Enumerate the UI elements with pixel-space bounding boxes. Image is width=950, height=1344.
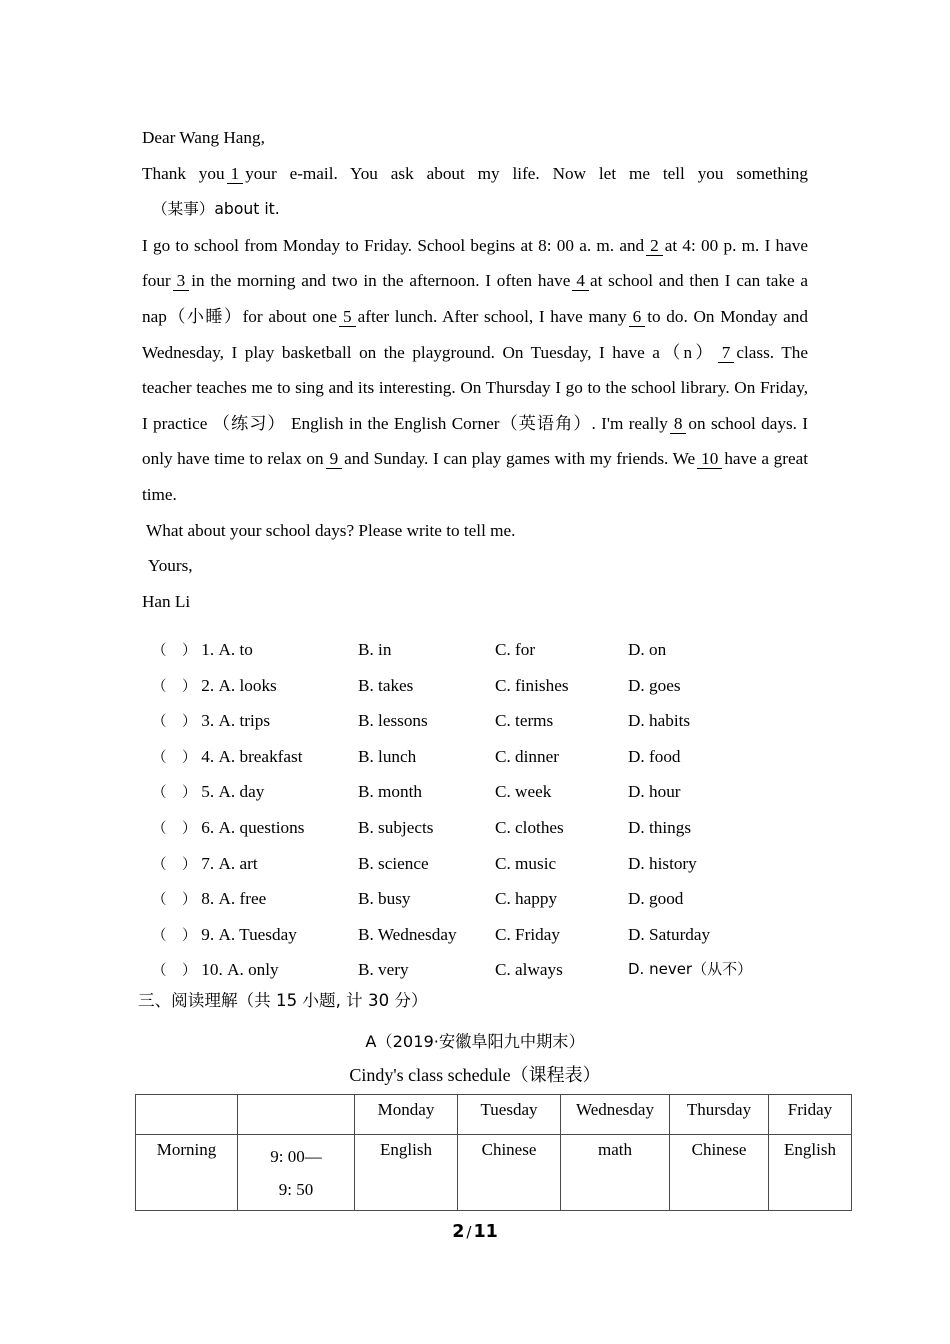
question-10-option-b[interactable]: B. very — [358, 960, 409, 980]
letter-body — [142, 120, 808, 619]
question-6-option-d[interactable]: D. things — [628, 817, 692, 837]
letter-paragraph-3 — [142, 513, 808, 549]
question-5-option-c[interactable]: C. week — [495, 782, 552, 802]
question-row-10[interactable] — [152, 952, 822, 988]
header-cell-friday: Friday — [769, 1095, 852, 1135]
cell-friday-subject: English — [769, 1135, 852, 1211]
question-9-option-b[interactable]: B. Wednesday — [358, 924, 457, 944]
question-row-2[interactable] — [152, 668, 822, 704]
question-8-a-label: A. free — [218, 889, 267, 909]
question-4-option-c[interactable]: C. dinner — [495, 746, 559, 766]
cell-thursday-subject: Chinese — [670, 1135, 769, 1211]
page-number-footer — [0, 1222, 950, 1242]
p2-seg-2: at 4: 00 p. m. I have four — [142, 235, 808, 291]
question-7-number: 7. — [201, 853, 215, 873]
p1-gloss-text: （某事）about it. — [152, 200, 280, 219]
question-4-option-a[interactable] — [152, 739, 302, 777]
p2-seg-1: I go to school from Monday to Friday. School begins at 8: 00 a. m. and — [142, 235, 645, 255]
question-5-option-d[interactable]: D. hour — [628, 782, 681, 802]
question-7-a-label: A. art — [218, 853, 258, 873]
question-6-number: 6. — [201, 817, 215, 837]
p2-seg-9: and Sunday. I can play games with my friends. We — [344, 449, 696, 469]
answer-bracket-9[interactable]: （ ） — [152, 927, 197, 944]
p1-text-before: Thank you — [142, 163, 225, 183]
cell-monday-subject: English — [355, 1135, 458, 1211]
answer-bracket-3[interactable]: （ ） — [152, 714, 197, 731]
question-4-number: 4. — [201, 746, 215, 766]
blank-2: 2 — [646, 236, 663, 256]
cell-tuesday-subject: Chinese — [458, 1135, 561, 1211]
question-8-option-b[interactable]: B. busy — [358, 889, 411, 909]
question-row-3[interactable] — [152, 703, 822, 739]
table-header-row — [136, 1095, 852, 1135]
question-5-option-a[interactable] — [152, 774, 264, 812]
letter-signature — [142, 584, 808, 620]
class-schedule-table — [135, 1094, 852, 1211]
blank-8: 8 — [670, 414, 687, 434]
question-9-number: 9. — [201, 924, 215, 944]
answer-bracket-7[interactable]: （ ） — [152, 856, 197, 873]
question-3-option-a[interactable] — [152, 703, 270, 741]
letter-paragraph-2 — [142, 228, 808, 513]
letter-paragraph-1-line1 — [142, 156, 808, 192]
question-7-option-c[interactable]: C. music — [495, 853, 557, 873]
header-cell-blank-2 — [238, 1095, 355, 1135]
blank-10: 10 — [697, 449, 722, 469]
blank-1: 1 — [227, 164, 244, 184]
table-row — [136, 1135, 852, 1211]
question-8-option-a[interactable] — [152, 881, 266, 919]
question-10-a-label: A. only — [227, 960, 279, 980]
question-row-6[interactable] — [152, 810, 822, 846]
question-1-option-a[interactable] — [152, 632, 253, 670]
question-3-option-c[interactable]: C. terms — [495, 711, 554, 731]
question-4-a-label: A. breakfast — [218, 746, 303, 766]
header-cell-blank-1 — [136, 1095, 238, 1135]
p2-seg-5: after lunch. After school, I have many — [357, 306, 627, 326]
question-4-option-d[interactable]: D. food — [628, 746, 681, 766]
p3-text: What about your school days? Please write to tell me. — [146, 520, 516, 540]
blank-4: 4 — [572, 271, 589, 291]
question-2-option-b[interactable]: B. takes — [358, 675, 414, 695]
p2-seg-3: in the morning and two in the afternoon. I often have — [191, 271, 571, 291]
question-10-option-d[interactable]: D. never（从不） — [628, 960, 753, 979]
letter-paragraph-1-line2 — [142, 191, 808, 228]
p2-seg-10: have a great time. — [142, 449, 808, 504]
question-7-option-b[interactable]: B. science — [358, 853, 429, 873]
question-3-option-d[interactable]: D. habits — [628, 711, 691, 731]
question-row-1[interactable] — [152, 632, 822, 668]
question-9-option-d[interactable]: D. Saturday — [628, 924, 711, 944]
salutation-text: Dear Wang Hang, — [142, 128, 265, 147]
question-9-a-label: A. Tuesday — [218, 924, 297, 944]
question-1-a-label: A. to — [218, 640, 253, 659]
letter-closing — [142, 548, 808, 584]
class-schedule-table-wrapper — [135, 1094, 836, 1211]
question-6-option-c[interactable]: C. clothes — [495, 817, 564, 837]
question-7-option-d[interactable]: D. history — [628, 853, 697, 873]
time-line-1: 9: 00— — [270, 1147, 322, 1166]
question-8-option-c[interactable]: C. happy — [495, 889, 558, 909]
blank-5: 5 — [339, 307, 356, 327]
question-2-a-label: A. looks — [218, 675, 277, 695]
question-row-9[interactable] — [152, 917, 822, 953]
question-5-option-b[interactable]: B. month — [358, 782, 422, 802]
question-8-number: 8. — [201, 889, 215, 909]
total-page-number: 11 — [473, 1222, 498, 1242]
time-line-2: 9: 50 — [278, 1180, 314, 1199]
question-10-option-a[interactable] — [152, 952, 279, 990]
question-6-a-label: A. questions — [218, 817, 305, 837]
question-2-option-d[interactable]: D. goes — [628, 675, 681, 695]
question-5-a-label: A. day — [218, 782, 265, 802]
page-separator: / — [466, 1223, 472, 1241]
cell-time-range — [238, 1135, 355, 1211]
question-3-number: 3. — [201, 711, 215, 731]
question-row-5[interactable] — [152, 774, 822, 810]
p1-text-after: your e-mail. You ask about my life. Now let me tell you something — [245, 163, 808, 183]
header-cell-wednesday: Wednesday — [561, 1095, 670, 1135]
multiple-choice-list — [152, 632, 822, 988]
blank-3: 3 — [173, 271, 190, 291]
answer-bracket-10[interactable]: （ ） — [152, 963, 197, 980]
question-1-option-d[interactable]: D. on — [628, 640, 667, 659]
answer-bracket-2[interactable]: （ ） — [152, 678, 197, 695]
passage-source-label: A（2019·安徽阜阳九中期末） — [365, 1032, 585, 1051]
schedule-title: Cindy's class schedule（课程表） — [349, 1065, 601, 1085]
answer-bracket-1[interactable]: （ ） — [152, 643, 197, 659]
p2-seg-7: class. The teacher teaches me to sing and its interesting. On Thursday I go to the school library. On Friday, I practice （练习） English in the English Corner（英语角）. I'm really — [142, 342, 809, 433]
answer-bracket-5[interactable]: （ ） — [152, 785, 197, 802]
question-1-option-c[interactable]: C. for — [495, 640, 536, 659]
question-5-number: 5. — [201, 782, 215, 802]
question-4-option-b[interactable]: B. lunch — [358, 746, 417, 766]
question-row-8[interactable] — [152, 881, 822, 917]
blank-9: 9 — [326, 449, 343, 469]
p2-seg-6: to do. On Monday and Wednesday, I play basketball on the playground. On Tuesday, I have a（n） — [142, 306, 808, 362]
question-9-option-c[interactable]: C. Friday — [495, 924, 560, 944]
question-row-4[interactable] — [152, 739, 822, 775]
cell-wednesday-subject: math — [561, 1135, 670, 1211]
cell-period-morning: Morning — [136, 1135, 238, 1211]
question-row-7[interactable] — [152, 846, 822, 882]
question-6-option-a[interactable] — [152, 810, 304, 848]
question-1-number: 1. — [201, 640, 215, 659]
question-8-option-d[interactable]: D. good — [628, 889, 684, 909]
header-cell-tuesday: Tuesday — [458, 1095, 561, 1135]
question-7-option-a[interactable] — [152, 846, 258, 884]
question-6-option-b[interactable]: B. subjects — [358, 817, 434, 837]
header-cell-thursday: Thursday — [670, 1095, 769, 1135]
blank-7: 7 — [718, 343, 735, 363]
closing-text: Yours, — [148, 556, 193, 576]
question-3-a-label: A. trips — [218, 711, 271, 731]
answer-bracket-6[interactable]: （ ） — [152, 820, 197, 837]
answer-bracket-8[interactable]: （ ） — [152, 892, 197, 909]
blank-6: 6 — [629, 307, 646, 327]
section-heading-reading: 三、阅读理解（共 15 小题, 计 30 分） — [138, 991, 428, 1010]
question-3-option-b[interactable]: B. lessons — [358, 711, 428, 731]
letter-salutation — [142, 120, 808, 156]
question-10-number: 10. — [201, 960, 223, 980]
question-2-option-a[interactable] — [152, 668, 277, 706]
current-page-number: 2 — [452, 1222, 465, 1242]
question-2-number: 2. — [201, 675, 215, 695]
question-9-option-a[interactable] — [152, 917, 297, 955]
signature-text: Han Li — [142, 591, 191, 611]
question-2-option-c[interactable]: C. finishes — [495, 675, 569, 695]
question-1-option-b[interactable]: B. in — [358, 640, 392, 659]
answer-bracket-4[interactable]: （ ） — [152, 749, 197, 766]
p2-seg-8: on school days. I only have time to relax on — [142, 413, 808, 469]
question-10-option-c[interactable]: C. always — [495, 960, 563, 980]
p2-seg-4: at school and then I can take a nap（小睡）for about one — [142, 271, 809, 326]
header-cell-monday: Monday — [355, 1095, 458, 1135]
